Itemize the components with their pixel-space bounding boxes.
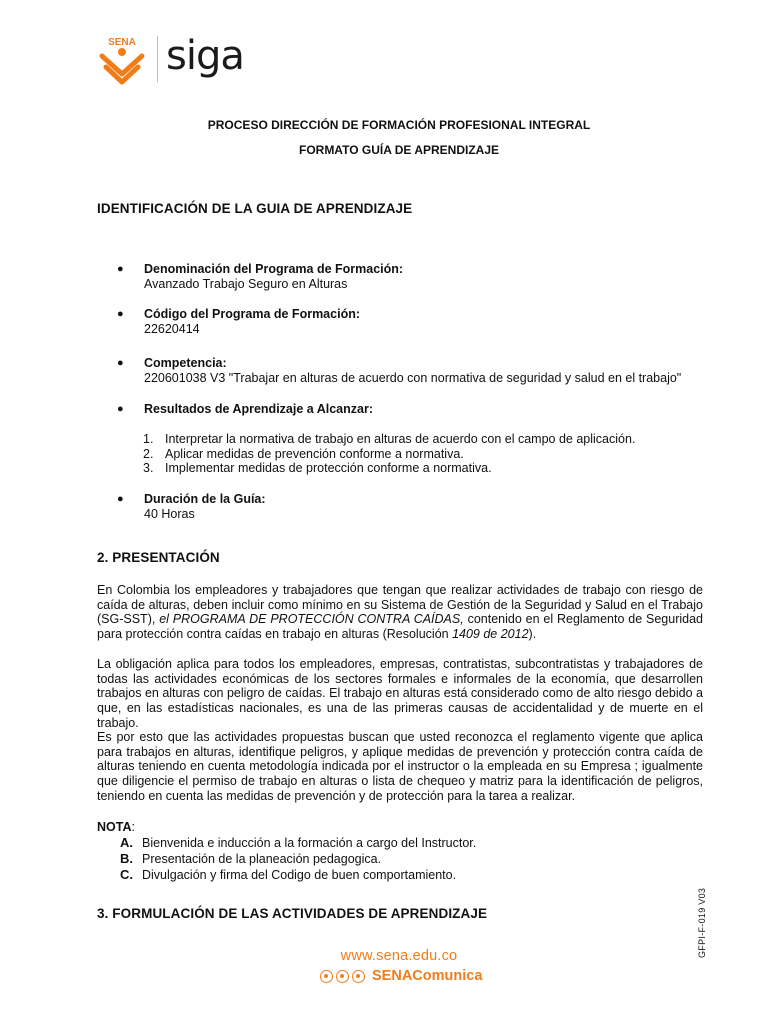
list-text: Interpretar la normativa de trabajo en alturas de acuerdo con el campo de aplicación. xyxy=(165,432,636,446)
bullet-label: Denominación del Programa de Formación: xyxy=(144,262,404,276)
program-name: el PROGRAMA DE PROTECCIÓN CONTRA CAÍDAS, xyxy=(159,612,464,627)
paragraph-text: ). xyxy=(528,627,537,642)
bullet-icon: ● xyxy=(117,357,124,369)
nota-colon: : xyxy=(131,820,135,834)
list-item xyxy=(120,835,476,851)
bullet-value: 22620414 xyxy=(144,321,200,336)
footer-url[interactable]: www.sena.edu.co xyxy=(340,948,458,964)
list-text: Aplicar medidas de prevención conforme a normativa. xyxy=(165,446,464,461)
bullet-icon: ● xyxy=(117,308,124,320)
nota-label: NOTA xyxy=(97,820,132,834)
siga-logo: siga xyxy=(166,33,244,79)
bullet-label: Resultados de Aprendizaje a Alcanzar: xyxy=(144,402,373,416)
bullet-icon: ● xyxy=(117,263,124,275)
paragraph xyxy=(97,583,703,642)
bullet-label: Competencia: xyxy=(144,356,227,370)
paragraph: La obligación aplica para todos los empleadores, empresas, contratistas, subcontratistas y trabajadores de todas las actividades económicas de los sectores formales e informales de la economía, que desarrollen trabajos en alturas con peligro de caídas. El trabajo en alturas está considerado como de alto riesgo debido a que, en las estadísticas nacionales, es una de las primeras causas de accidentalidad y de muerte en el trabajo. xyxy=(97,657,703,730)
bullet-label: Código del Programa de Formación: xyxy=(144,307,360,321)
format-title: FORMATO GUÍA DE APRENDIZAJE xyxy=(298,143,499,157)
section-presentacion-title: 2. PRESENTACIÓN xyxy=(97,550,220,565)
process-title: PROCESO DIRECCIÓN DE FORMACIÓN PROFESIONAL INTEGRAL xyxy=(207,118,591,132)
list-letter: C. xyxy=(120,867,133,882)
list-text: Bienvenida e inducción a la formación a cargo del Instructor. xyxy=(142,836,477,850)
bullet-value: 220601038 V3 "Trabajar en alturas de acuerdo con normativa de seguridad y salud en el trabajo" xyxy=(144,370,682,385)
section-identificacion-title: IDENTIFICACIÓN DE LA GUIA DE APRENDIZAJE xyxy=(97,201,413,216)
list-number: 2. xyxy=(143,446,154,461)
list-letter: A. xyxy=(120,835,133,850)
paragraph-text: En Colombia los empleadores y trabajadores que tengan que realizar actividades de trabajo con riesgo de caída de alturas, deben incluir como mínimo en su Sistema de Gestión de la Seguridad y Salud en el Trabajo (SG-SST), xyxy=(97,583,703,627)
social-network-icon xyxy=(352,970,365,983)
bullet-value: Avanzado Trabajo Seguro en Alturas xyxy=(144,276,348,291)
footer-social xyxy=(320,966,482,986)
document-code: GFPI-F-019 V03 xyxy=(697,887,707,958)
bullet-icon: ● xyxy=(117,493,124,505)
list-item xyxy=(143,432,635,447)
sena-logo xyxy=(96,34,148,86)
list-item xyxy=(143,447,635,462)
section-formulacion-title: 3. FORMULACIÓN DE LAS ACTIVIDADES DE APRENDIZAJE xyxy=(97,906,488,921)
list-text: Divulgación y firma del Codigo de buen comportamiento. xyxy=(142,868,457,882)
list-letter: B. xyxy=(120,851,133,866)
bullet-value: 40 Horas xyxy=(144,506,195,521)
list-item xyxy=(120,867,476,883)
header-logos xyxy=(96,30,296,88)
bullet-icon: ● xyxy=(117,403,124,415)
list-number: 3. xyxy=(143,461,154,476)
list-item xyxy=(143,461,635,476)
social-network-icon xyxy=(320,970,333,983)
list-text: Implementar medidas de protección conforme a normativa. xyxy=(165,461,492,476)
nota-list xyxy=(120,835,476,883)
social-handle: SENAComunica xyxy=(372,968,483,984)
resolution-ref: 1409 de 2012 xyxy=(452,627,529,642)
paragraph: Es por esto que las actividades propuestas buscan que usted reconozca el reglamento vigente que aplica para trabajos en alturas, identifique peligros, y aplique medidas de prevención y protección contra caída de alturas teniendo en cuenta metodología indicada por el instructor o la empleada en su Empresa ; igualmente que diligencie el permiso de trabajo en alturas o lista de chequeo y matriz para la identificación de peligros, teniendo en cuenta las medidas de prevención y de protección para la tarea a realizar. xyxy=(97,730,703,803)
list-number: 1. xyxy=(143,432,154,446)
social-network-icon xyxy=(336,970,349,983)
paragraph-text: contenido en el Reglamento de Seguridad para protección contra caídas en trabajo en alturas (Resolución xyxy=(97,612,703,642)
resultados-list xyxy=(143,432,635,476)
bullet-label: Duración de la Guía: xyxy=(144,492,266,506)
list-text: Presentación de la planeación pedagogica. xyxy=(142,852,382,866)
logo-divider xyxy=(157,36,158,82)
sena-logo-text: SENA xyxy=(108,37,136,48)
nota-heading xyxy=(97,820,135,834)
list-item xyxy=(120,851,476,867)
